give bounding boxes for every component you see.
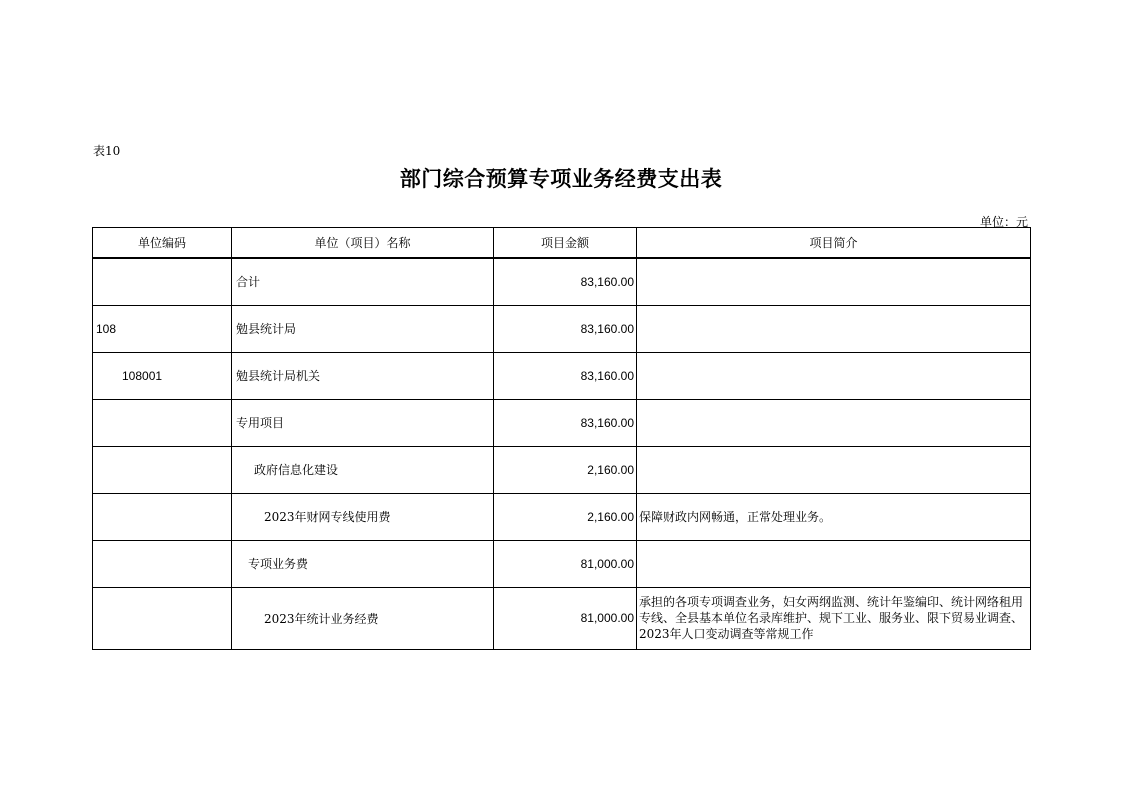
cell-description	[637, 399, 1031, 446]
cell-code: 108	[93, 305, 232, 352]
cell-amount: 81,000.00	[494, 587, 637, 649]
cell-amount: 83,160.00	[494, 258, 637, 305]
cell-amount: 83,160.00	[494, 305, 637, 352]
cell-amount: 83,160.00	[494, 352, 637, 399]
table-row	[93, 493, 1031, 540]
table-row	[93, 305, 1031, 352]
cell-name: 专用项目	[232, 399, 494, 446]
cell-code: 108001	[93, 352, 232, 399]
table-header-row	[93, 228, 1031, 259]
cell-name: 合计	[232, 258, 494, 305]
cell-name: 勉县统计局机关	[232, 352, 494, 399]
header-amount: 项目金额	[494, 228, 637, 259]
cell-amount: 2,160.00	[494, 493, 637, 540]
cell-description	[637, 446, 1031, 493]
header-description: 项目简介	[637, 228, 1031, 259]
cell-amount: 81,000.00	[494, 540, 637, 587]
table-row	[93, 399, 1031, 446]
cell-code	[93, 446, 232, 493]
header-unit-code: 单位编码	[93, 228, 232, 259]
cell-description	[637, 258, 1031, 305]
cell-name: 政府信息化建设	[232, 446, 494, 493]
document-title: 部门综合预算专项业务经费支出表	[399, 166, 723, 191]
cell-description	[637, 305, 1031, 352]
unit-label: 单位：元	[979, 215, 1028, 229]
header-unit-name: 单位（项目）名称	[232, 228, 494, 259]
cell-code	[93, 540, 232, 587]
table-row	[93, 352, 1031, 399]
cell-name: 专项业务费	[232, 540, 494, 587]
table-row	[93, 587, 1031, 649]
cell-code	[93, 399, 232, 446]
table-row	[93, 446, 1031, 493]
cell-amount: 2,160.00	[494, 446, 637, 493]
table-row	[93, 258, 1031, 305]
cell-amount: 83,160.00	[494, 399, 637, 446]
budget-table	[92, 227, 1031, 650]
cell-code	[93, 587, 232, 649]
table-number: 表10	[93, 144, 121, 158]
cell-name: 2023年财网专线使用费	[232, 493, 494, 540]
cell-description: 承担的各项专项调查业务，妇女两纲监测、统计年鉴编印、统计网络租用专线、全县基本单位名录库维护、规下工业、服务业、限下贸易业调查、2023年人口变动调查等常规工作	[637, 587, 1031, 649]
cell-code	[93, 258, 232, 305]
cell-code	[93, 493, 232, 540]
cell-description	[637, 540, 1031, 587]
cell-name: 勉县统计局	[232, 305, 494, 352]
cell-description	[637, 352, 1031, 399]
cell-name: 2023年统计业务经费	[232, 587, 494, 649]
table-row	[93, 540, 1031, 587]
cell-description: 保障财政内网畅通，正常处理业务。	[637, 493, 1031, 540]
